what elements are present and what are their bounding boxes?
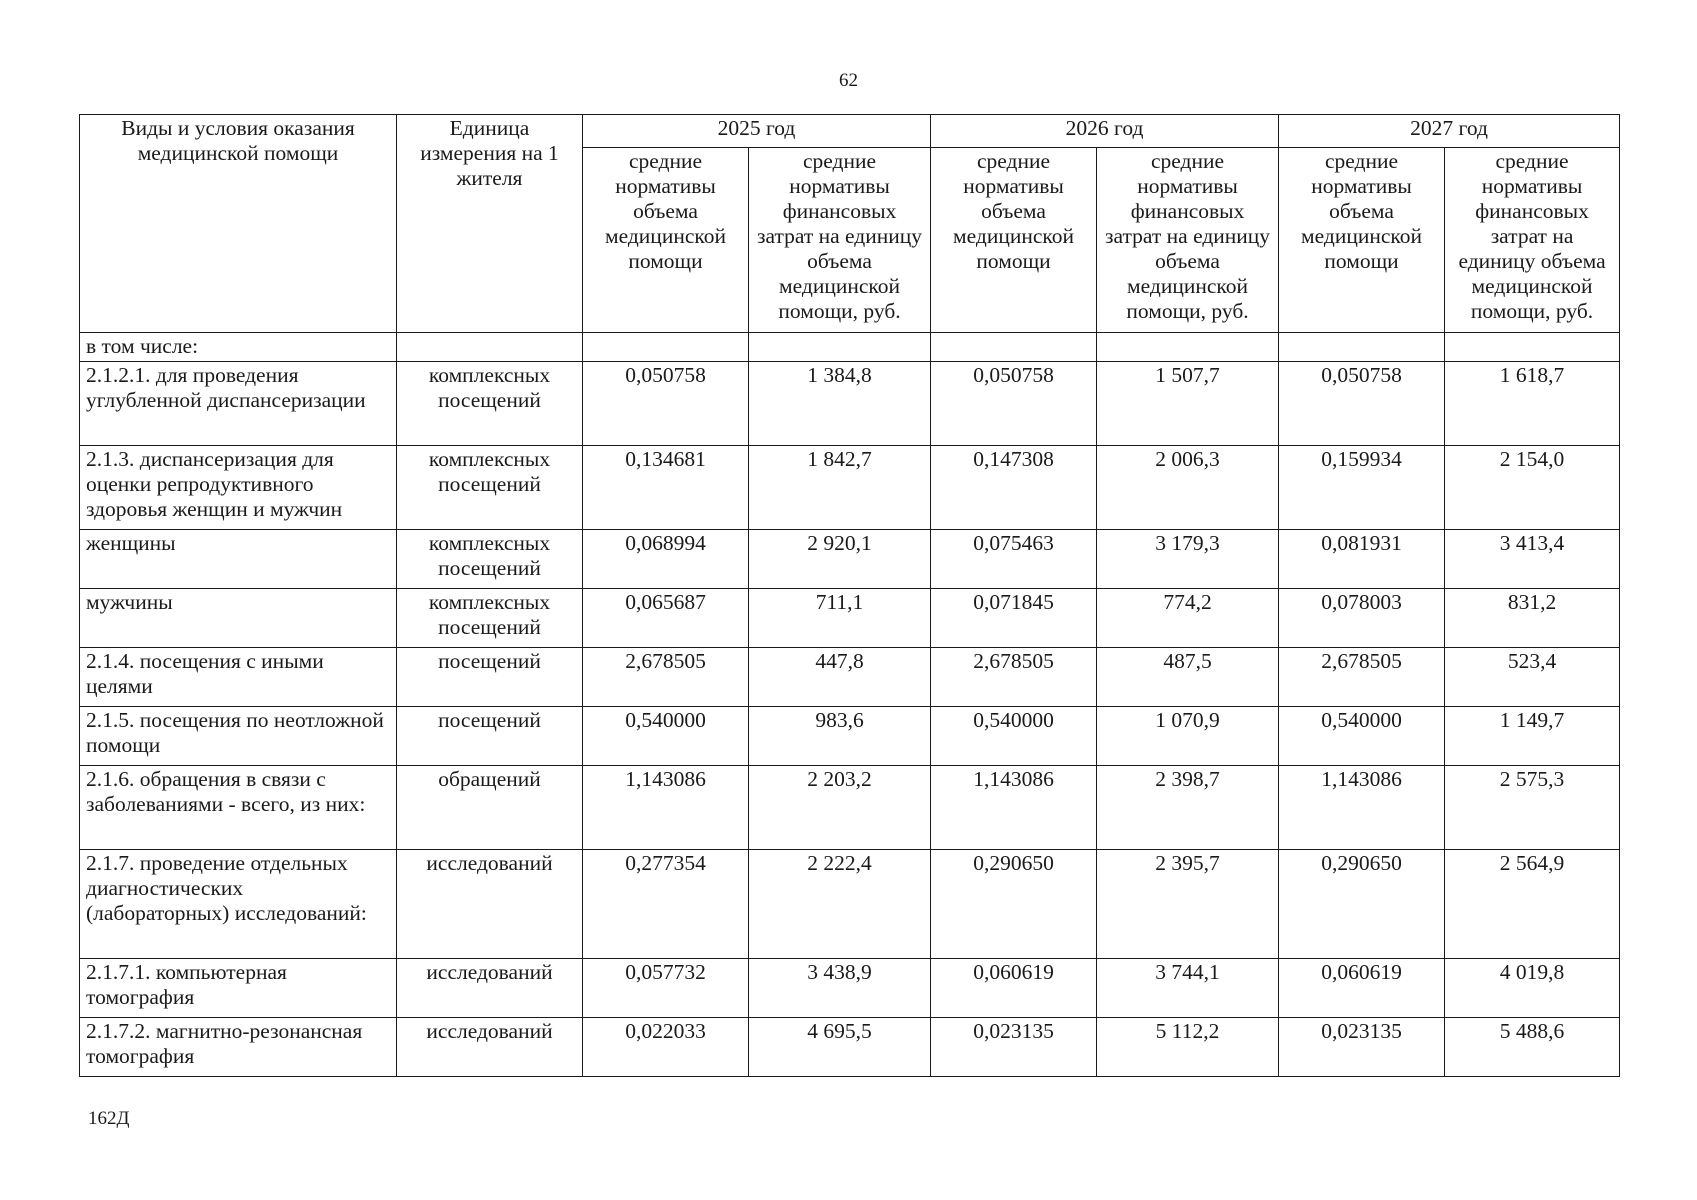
cell-volume-2026: 0,540000 [931,707,1097,766]
header-year-2025: 2025 год [583,115,931,148]
cell-cost-2026: 3 179,3 [1097,530,1279,589]
cell-volume-2027: 0,078003 [1279,589,1445,648]
table-body [80,333,1620,1077]
cell-cost-2026 [1097,333,1279,362]
cell-cost-2026: 1 070,9 [1097,707,1279,766]
cell-cost-2025: 447,8 [749,648,931,707]
cell-volume-2027: 2,678505 [1279,648,1445,707]
cell-volume-2027 [1279,333,1445,362]
table-row [80,362,1620,446]
cell-care-type: 2.1.7. проведение отдельных диагностических (лабораторных) исследований: [80,850,397,959]
cell-care-type: 2.1.7.2. магнитно-резонансная томография [80,1018,397,1077]
cell-cost-2025: 2 222,4 [749,850,931,959]
table-row [80,648,1620,707]
cell-unit: обращений [397,766,583,850]
cell-care-type: в том числе: [80,333,397,362]
cell-cost-2025: 3 438,9 [749,959,931,1018]
cell-cost-2027 [1445,333,1620,362]
cell-cost-2027: 1 618,7 [1445,362,1620,446]
cell-cost-2025: 2 203,2 [749,766,931,850]
cell-volume-2026 [931,333,1097,362]
cell-cost-2025: 4 695,5 [749,1018,931,1077]
cell-volume-2026: 0,050758 [931,362,1097,446]
cell-care-type: 2.1.3. диспансеризация для оценки репродуктивного здоровья женщин и мужчин [80,446,397,530]
cell-volume-2026: 0,147308 [931,446,1097,530]
cell-volume-2026: 0,060619 [931,959,1097,1018]
header-volume-2026: средние нормативы объема медицинской помощи [931,148,1097,333]
header-cost-2026: средние нормативы финансовых затрат на единицу объема медицинской помощи, руб. [1097,148,1279,333]
cell-volume-2025: 1,143086 [583,766,749,850]
cell-cost-2027: 5 488,6 [1445,1018,1620,1077]
cell-cost-2026: 1 507,7 [1097,362,1279,446]
cell-volume-2025: 0,050758 [583,362,749,446]
cell-volume-2026: 0,075463 [931,530,1097,589]
cell-unit: комплексных посещений [397,362,583,446]
cell-care-type: 2.1.2.1. для проведения углубленной диспансеризации [80,362,397,446]
cell-volume-2025: 0,057732 [583,959,749,1018]
cell-volume-2025: 0,022033 [583,1018,749,1077]
header-year-2027: 2027 год [1279,115,1620,148]
header-care-type: Виды и условия оказания медицинской помощи [80,115,397,333]
header-volume-2027: средние нормативы объема медицинской помощи [1279,148,1445,333]
cell-volume-2025: 0,540000 [583,707,749,766]
cell-care-type: 2.1.7.1. компьютерная томография [80,959,397,1018]
cell-unit: посещений [397,707,583,766]
cell-cost-2027: 2 154,0 [1445,446,1620,530]
cell-care-type: женщины [80,530,397,589]
cell-unit: исследований [397,1018,583,1077]
table-row [80,959,1620,1018]
cell-volume-2025 [583,333,749,362]
cell-volume-2027: 1,143086 [1279,766,1445,850]
cell-cost-2026: 2 395,7 [1097,850,1279,959]
cell-volume-2025: 0,277354 [583,850,749,959]
cell-cost-2025: 711,1 [749,589,931,648]
table-row [80,1018,1620,1077]
cell-cost-2026: 774,2 [1097,589,1279,648]
cell-cost-2026: 2 398,7 [1097,766,1279,850]
cell-unit: исследований [397,850,583,959]
cell-care-type: 2.1.6. обращения в связи с заболеваниями - всего, из них: [80,766,397,850]
cell-volume-2026: 2,678505 [931,648,1097,707]
cell-unit: комплексных посещений [397,446,583,530]
cell-volume-2027: 0,159934 [1279,446,1445,530]
cell-cost-2027: 3 413,4 [1445,530,1620,589]
table-row [80,707,1620,766]
header-cost-2027: средние нормативы финансовых затрат на единицу объема медицинской помощи, руб. [1445,148,1620,333]
cell-volume-2026: 1,143086 [931,766,1097,850]
cell-cost-2025: 983,6 [749,707,931,766]
table-row [80,589,1620,648]
cell-volume-2026: 0,290650 [931,850,1097,959]
header-volume-2025: средние нормативы объема медицинской помощи [583,148,749,333]
medical-care-norms-table [79,114,1620,1077]
cell-cost-2026: 487,5 [1097,648,1279,707]
cell-care-type: 2.1.5. посещения по неотложной помощи [80,707,397,766]
cell-volume-2025: 0,065687 [583,589,749,648]
header-cost-2025: средние нормативы финансовых затрат на единицу объема медицинской помощи, руб. [749,148,931,333]
document-code: 162Д [88,1108,130,1129]
header-year-2026: 2026 год [931,115,1279,148]
cell-cost-2027: 2 575,3 [1445,766,1620,850]
cell-unit: посещений [397,648,583,707]
cell-cost-2025: 1 384,8 [749,362,931,446]
cell-unit: комплексных посещений [397,530,583,589]
cell-cost-2027: 4 019,8 [1445,959,1620,1018]
cell-volume-2027: 0,050758 [1279,362,1445,446]
cell-volume-2027: 0,081931 [1279,530,1445,589]
cell-volume-2027: 0,540000 [1279,707,1445,766]
cell-volume-2027: 0,023135 [1279,1018,1445,1077]
cell-cost-2027: 523,4 [1445,648,1620,707]
cell-cost-2025: 2 920,1 [749,530,931,589]
cell-volume-2027: 0,060619 [1279,959,1445,1018]
cell-cost-2027: 2 564,9 [1445,850,1620,959]
cell-unit: исследований [397,959,583,1018]
table-row [80,766,1620,850]
table-row [80,446,1620,530]
cell-cost-2026: 5 112,2 [1097,1018,1279,1077]
cell-volume-2025: 0,134681 [583,446,749,530]
cell-volume-2026: 0,071845 [931,589,1097,648]
cell-cost-2027: 831,2 [1445,589,1620,648]
table-row [80,530,1620,589]
cell-cost-2027: 1 149,7 [1445,707,1620,766]
cell-cost-2026: 3 744,1 [1097,959,1279,1018]
cell-care-type: 2.1.4. посещения с иными целями [80,648,397,707]
cell-volume-2027: 0,290650 [1279,850,1445,959]
cell-volume-2025: 2,678505 [583,648,749,707]
cell-care-type: мужчины [80,589,397,648]
cell-cost-2026: 2 006,3 [1097,446,1279,530]
cell-unit: комплексных посещений [397,589,583,648]
cell-cost-2025: 1 842,7 [749,446,931,530]
table-row [80,333,1620,362]
header-unit: Единица измерения на 1 жителя [397,115,583,333]
cell-cost-2025 [749,333,931,362]
cell-unit [397,333,583,362]
page-number: 62 [839,70,858,91]
cell-volume-2025: 0,068994 [583,530,749,589]
cell-volume-2026: 0,023135 [931,1018,1097,1077]
table-row [80,850,1620,959]
